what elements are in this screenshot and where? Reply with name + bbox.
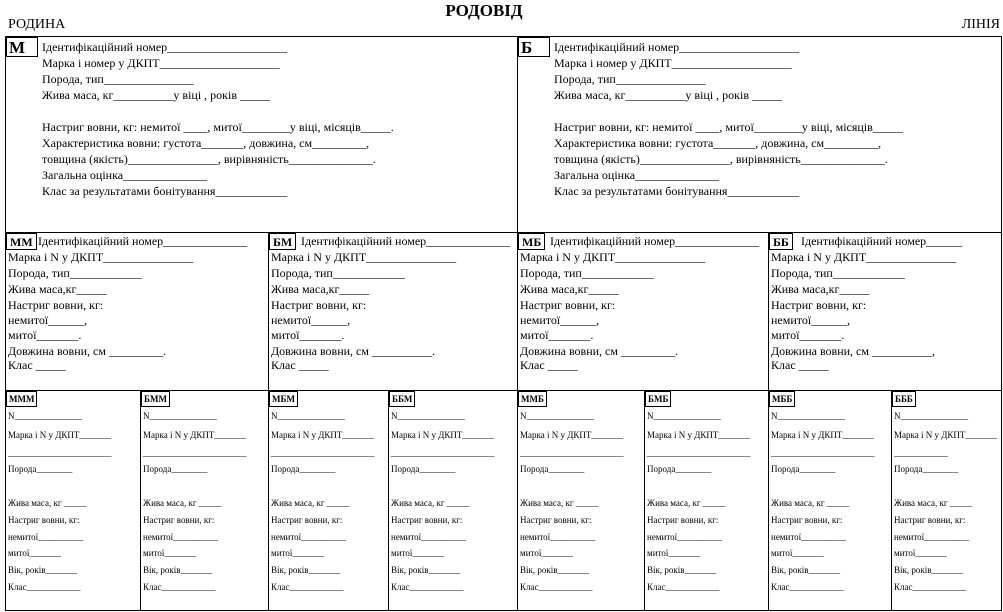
field-line[interactable]: Вік, років_______ (391, 565, 460, 575)
field-line[interactable]: N_______________ (647, 411, 721, 421)
field-line[interactable]: немитої______, (271, 313, 351, 327)
field-line[interactable]: Порода, тип_______________ (554, 72, 706, 86)
field-line[interactable]: Жива маса,кг_____ (271, 282, 370, 296)
field-line[interactable]: _______________________ (143, 448, 247, 458)
field-line[interactable]: Ідентифікаційний номер______________ (38, 234, 248, 248)
field-line[interactable]: Характеристика вовни: густота_______, довжина, см_________, (42, 136, 370, 150)
field-line[interactable]: Ідентифікаційний номер______________ (550, 234, 760, 248)
field-line[interactable]: Настриг вовни, кг: (520, 298, 616, 312)
field-line[interactable]: митої_______ (8, 548, 61, 558)
field-line[interactable]: Порода, тип____________ (771, 266, 905, 280)
field-line[interactable]: Порода________ (143, 464, 208, 474)
field-line[interactable]: Марка і N у ДКПТ_______________ (271, 250, 457, 264)
field-line[interactable]: Жива маса, кг _____ (8, 498, 87, 508)
field-line[interactable]: митої_______ (143, 548, 196, 558)
field-line[interactable]: Клас____________ (143, 582, 216, 592)
field-line[interactable]: Настриг вовни, кг: (143, 515, 215, 525)
field-line[interactable]: Довжина вовни, см __________. (271, 344, 435, 358)
field-line[interactable]: Порода, тип____________ (8, 266, 142, 280)
field-line[interactable]: Вік, років_______ (771, 565, 840, 575)
field-line[interactable]: _______________________ (771, 448, 875, 458)
field-line[interactable]: Жива маса, кг _____ (647, 498, 726, 508)
field-line[interactable]: Клас за результатами бонітування____________ (554, 184, 800, 198)
family-label: РОДИНА (8, 17, 66, 32)
field-line[interactable]: Настриг вовни, кг: (771, 515, 843, 525)
field-line[interactable]: Жива маса, кг _____ (391, 498, 470, 508)
field-line[interactable]: _______________________ (520, 448, 624, 458)
field-line[interactable]: Порода________ (771, 464, 836, 474)
field-line[interactable]: митої_______ (271, 548, 324, 558)
field-line[interactable]: митої_______ (647, 548, 700, 558)
field-line[interactable]: Ідентифікаційний номер____________________ (42, 40, 288, 54)
field-line[interactable]: Настриг вовни, кг: (894, 515, 966, 525)
page-title: РОДОВІД (445, 1, 523, 20)
field-line[interactable]: Марка і N у ДКПТ_______ (391, 430, 494, 440)
field-line[interactable]: Клас____________ (391, 582, 464, 592)
field-line[interactable]: немитої__________ (894, 532, 970, 542)
field-line[interactable]: Настриг вовни, кг: (391, 515, 463, 525)
field-line[interactable]: Вік, років_______ (8, 565, 77, 575)
field-line[interactable]: немитої__________ (8, 532, 84, 542)
field-line[interactable]: Жива маса, кг _____ (143, 498, 222, 508)
field-line[interactable]: Довжина вовни, см _________. (520, 344, 678, 358)
field-line[interactable]: Жива маса, кг _____ (894, 498, 973, 508)
field-line[interactable]: Ідентифікаційний номер____________________ (554, 40, 800, 54)
field-line[interactable]: ____________ (894, 448, 948, 458)
field-line[interactable]: Марка і N у ДКПТ_______________ (8, 250, 194, 264)
field-line[interactable]: немитої__________ (271, 532, 347, 542)
field-line[interactable]: Порода________ (391, 464, 456, 474)
animal-label-mb: МБ (518, 233, 545, 250)
field-line[interactable]: Настриг вовни, кг: (520, 515, 592, 525)
field-line[interactable]: Марка і N у ДКПТ_______ (894, 430, 997, 440)
field-line[interactable]: Настриг вовни, кг: (271, 298, 367, 312)
field-line[interactable]: Порода, тип____________ (520, 266, 654, 280)
field-line[interactable]: Клас____________ (271, 582, 344, 592)
field-line[interactable]: Жива маса, кг__________у віці , років _____ (42, 88, 270, 102)
animal-label-bm: БМ (269, 233, 296, 250)
field-line[interactable]: Марка і N у ДКПТ_______ (143, 430, 246, 440)
field-line[interactable]: Жива маса, кг _____ (771, 498, 850, 508)
field-line[interactable]: Характеристика вовни: густота_______, довжина, см_________, (554, 136, 882, 150)
field-line[interactable]: товщина (якість)_______________, вирівняність______________. (554, 152, 888, 166)
field-line[interactable]: митої_______ (391, 548, 444, 558)
field-line[interactable]: Порода________ (271, 464, 336, 474)
line-label: ЛІНІЯ (961, 17, 1000, 32)
field-line[interactable]: немитої______, (771, 313, 851, 327)
field-line[interactable]: Клас _____ (520, 358, 578, 372)
field-line[interactable]: Жива маса, кг _____ (271, 498, 350, 508)
field-line[interactable]: немитої______, (8, 313, 88, 327)
field-line[interactable]: Порода________ (647, 464, 712, 474)
field-line[interactable]: немитої______, (520, 313, 600, 327)
field-line[interactable]: N_______________ (391, 411, 465, 421)
field-line[interactable]: Настриг вовни, кг: (771, 298, 867, 312)
field-line[interactable]: Вік, років_______ (143, 565, 212, 575)
field-line[interactable]: Порода________ (894, 464, 959, 474)
field-line[interactable]: Клас _____ (771, 358, 829, 372)
animal-label-b: Б (518, 37, 550, 57)
field-line[interactable]: N_______________ (894, 411, 968, 421)
field-line[interactable]: Настриг вовни, кг: (8, 515, 80, 525)
field-line[interactable]: немитої__________ (771, 532, 847, 542)
field-line[interactable]: митої_______ (894, 548, 947, 558)
field-line[interactable]: N_______________ (8, 411, 82, 421)
animal-label-bmb: БМБ (645, 391, 671, 407)
field-line[interactable]: Клас____________ (520, 582, 593, 592)
animal-label-mmm: МММ (6, 391, 37, 407)
animal-label-bbm: ББМ (389, 391, 415, 407)
field-line[interactable]: немитої__________ (391, 532, 467, 542)
field-line[interactable]: Марка і N у ДКПТ_______________ (520, 250, 706, 264)
field-line[interactable]: Клас _____ (8, 358, 66, 372)
field-line[interactable]: Загальна оцінка______________ (554, 168, 720, 182)
field-line[interactable]: Вік, років_______ (894, 565, 963, 575)
field-line[interactable]: Вік, років_______ (520, 565, 589, 575)
field-line[interactable]: Клас за результатами бонітування____________ (42, 184, 288, 198)
field-line[interactable]: Довжина вовни, см _________. (8, 344, 166, 358)
field-line[interactable]: _______________________ (271, 448, 375, 458)
field-line[interactable]: митої_______. (520, 328, 594, 342)
animal-label-bb: ББ (769, 233, 793, 250)
animal-label-mm: ММ (6, 233, 37, 250)
field-line[interactable]: Жива маса, кг__________у віці , років _____ (554, 88, 782, 102)
field-line[interactable]: Ідентифікаційний номер______ (801, 234, 963, 248)
field-line[interactable]: _______________________ (647, 448, 751, 458)
field-line[interactable]: товщина (якість)_______________, вирівняність______________. (42, 152, 376, 166)
field-line[interactable]: Настриг вовни, кг: (8, 298, 104, 312)
field-line[interactable]: немитої__________ (143, 532, 219, 542)
field-line[interactable]: Марка і N у ДКПТ_______ (771, 430, 874, 440)
animal-label-mbb: МББ (769, 391, 795, 407)
field-line[interactable]: немитої__________ (647, 532, 723, 542)
field-line[interactable]: митої_______ (520, 548, 573, 558)
field-line[interactable]: митої_______. (771, 328, 845, 342)
field-line[interactable]: N_______________ (520, 411, 594, 421)
field-line[interactable]: Клас _____ (271, 358, 329, 372)
field-line[interactable]: _______________________ (8, 448, 112, 458)
field-line[interactable]: _______________________ (391, 448, 495, 458)
field-line[interactable]: Жива маса, кг _____ (520, 498, 599, 508)
field-line[interactable]: Вік, років_______ (271, 565, 340, 575)
field-line[interactable]: Марка і номер у ДКПТ____________________ (554, 56, 792, 70)
field-line[interactable]: Вік, років_______ (647, 565, 716, 575)
field-line[interactable]: Жива маса,кг_____ (771, 282, 870, 296)
field-line[interactable]: немитої__________ (520, 532, 596, 542)
field-line[interactable]: Загальна оцінка______________ (42, 168, 208, 182)
field-line[interactable]: Марка і N у ДКПТ_______ (8, 430, 111, 440)
animal-label-m: М (6, 37, 38, 57)
field-line[interactable]: Марка і N у ДКПТ_______ (271, 430, 374, 440)
animal-label-bmm: БММ (141, 391, 170, 407)
field-line[interactable]: Порода, тип____________ (271, 266, 405, 280)
field-line[interactable]: N_______________ (771, 411, 845, 421)
field-line[interactable]: Марка і номер у ДКПТ____________________ (42, 56, 280, 70)
field-line[interactable]: Настриг вовни, кг: немитої ____, митої________у віці, місяців_____. (42, 120, 394, 134)
field-line[interactable]: митої_______. (271, 328, 345, 342)
field-line[interactable]: Клас____________ (894, 582, 967, 592)
field-line[interactable]: Настриг вовни, кг: немитої ____, митої________у віці, місяців_____ (554, 120, 903, 134)
field-line[interactable]: Марка і N у ДКПТ_______ (520, 430, 623, 440)
field-line[interactable]: Клас____________ (647, 582, 720, 592)
field-line[interactable]: Настриг вовни, кг: (647, 515, 719, 525)
field-line[interactable]: Ідентифікаційний номер______________ (301, 234, 511, 248)
field-line[interactable]: Порода, тип_______________ (42, 72, 194, 86)
field-line[interactable]: митої_______ (771, 548, 824, 558)
field-line[interactable]: митої_______. (8, 328, 82, 342)
field-line[interactable]: Жива маса,кг_____ (8, 282, 107, 296)
field-line[interactable]: Порода________ (520, 464, 585, 474)
field-line[interactable]: Марка і N у ДКПТ_______________ (771, 250, 957, 264)
field-line[interactable]: Настриг вовни, кг: (271, 515, 343, 525)
field-line[interactable]: N_______________ (271, 411, 345, 421)
field-line[interactable]: Клас____________ (771, 582, 844, 592)
animal-label-bbb: БББ (892, 391, 916, 407)
field-line[interactable]: Порода________ (8, 464, 73, 474)
field-line[interactable]: Клас____________ (8, 582, 81, 592)
field-line[interactable]: Марка і N у ДКПТ_______ (647, 430, 750, 440)
animal-label-mmb: ММБ (518, 391, 547, 407)
field-line[interactable]: N_______________ (143, 411, 217, 421)
field-line[interactable]: Жива маса,кг_____ (520, 282, 619, 296)
animal-label-mbm: МБМ (269, 391, 298, 407)
field-line[interactable]: Довжина вовни, см __________, (771, 344, 935, 358)
